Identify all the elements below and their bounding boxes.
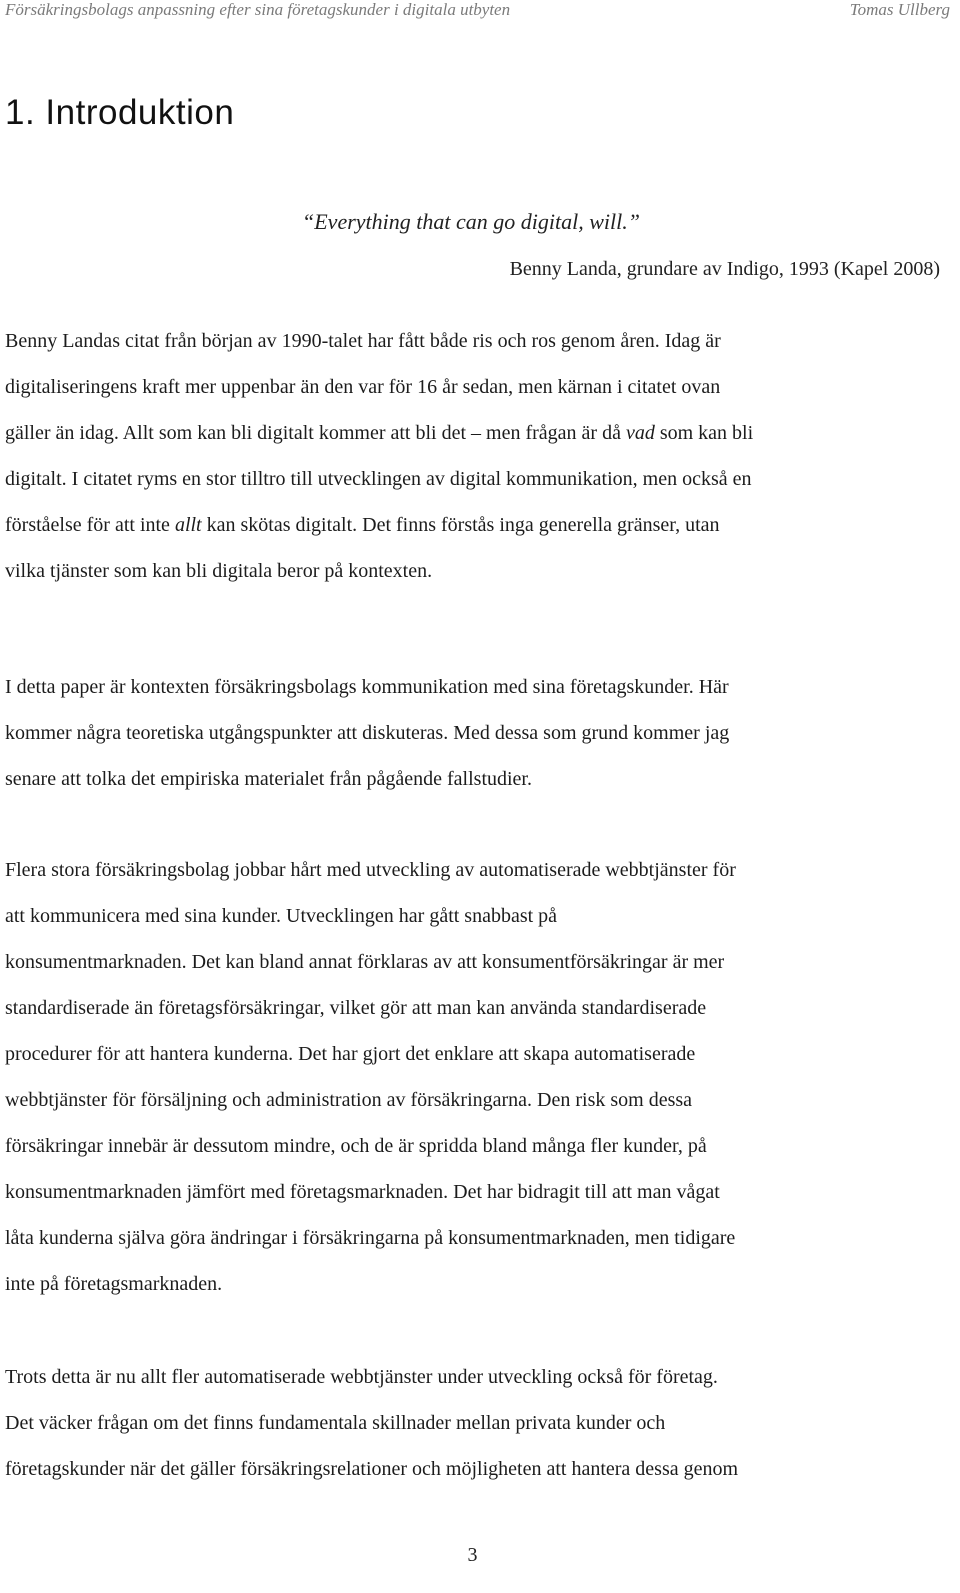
emphasis: allt — [174, 514, 202, 536]
text-line — [5, 847, 945, 893]
text-segment: konsumentmarknaden jämfört med företagsmarknaden. Det har bidragit till att man vågat — [5, 1181, 720, 1203]
text-segment: kommer några teoretiska utgångspunkter att diskuteras. Med dessa som grund kommer jag — [5, 722, 730, 744]
text-line — [5, 985, 945, 1031]
text-line — [5, 1031, 945, 1077]
page-number: 3 — [467, 1544, 478, 1566]
text-line — [5, 893, 945, 939]
text-line — [5, 364, 945, 410]
text-segment: försäkringar innebär är dessutom mindre, och de är spridda bland många fler kunder, på — [5, 1135, 707, 1157]
text-segment: låta kunderna själva göra ändringar i försäkringarna på konsumentmarknaden, men tidigare — [5, 1227, 736, 1249]
text-line — [5, 1169, 945, 1215]
text-segment: som kan bli — [654, 422, 754, 444]
chapter-title: 1. Introduktion — [5, 93, 235, 132]
text-segment: Benny Landas citat från början av 1990-talet har fått både ris och ros genom åren. Idag är — [5, 330, 721, 352]
text-line — [5, 318, 945, 364]
epigraph-quote: “Everything that can go digital, will.” — [302, 209, 640, 234]
paragraph-3 — [5, 847, 945, 1307]
text-segment: Trots detta är nu allt fler automatiserade webbtjänster under utveckling också för företag. — [5, 1366, 718, 1388]
text-line — [5, 1261, 945, 1307]
text-segment: standardiserade än företagsförsäkringar, vilket gör att man kan använda standardiserade — [5, 997, 707, 1019]
text-line — [5, 548, 945, 594]
paragraph-4 — [5, 1354, 945, 1492]
header-author: Tomas Ullberg — [849, 0, 950, 19]
text-segment: förståelse för att inte — [5, 514, 175, 536]
text-segment: procedurer för att hantera kunderna. Det har gjort det enklare att skapa automatiserade — [5, 1043, 696, 1065]
text-line — [5, 939, 945, 985]
text-segment: webbtjänster för försäljning och administration av försäkringarna. Den risk som dessa — [5, 1089, 693, 1111]
text-segment: digitaliseringens kraft mer uppenbar än den var för 16 år sedan, men kärnan i citatet ovan — [5, 376, 721, 398]
text-line — [5, 1400, 945, 1446]
text-line — [5, 710, 945, 756]
epigraph-attribution: Benny Landa, grundare av Indigo, 1993 (Kapel 2008) — [509, 258, 940, 280]
text-line — [5, 456, 945, 502]
emphasis: vad — [625, 422, 655, 444]
text-segment: att kommunicera med sina kunder. Utvecklingen har gått snabbast på — [5, 905, 558, 927]
text-segment: företagskunder när det gäller försäkringsrelationer och möjligheten att hantera dessa genom — [5, 1458, 739, 1480]
text-segment: gäller än idag. Allt som kan bli digitalt kommer att bli det – men frågan är då — [5, 422, 626, 444]
text-line — [5, 1077, 945, 1123]
text-segment: Flera stora försäkringsbolag jobbar hårt med utveckling av automatiserade webbtjänster för — [5, 859, 736, 881]
text-line — [5, 1354, 945, 1400]
text-segment: I detta paper är kontexten försäkringsbolags kommunikation med sina företagskunder. Här — [5, 676, 729, 698]
text-segment: kan skötas digitalt. Det finns förstås inga generella gränser, utan — [201, 514, 720, 536]
paragraph-1 — [5, 318, 945, 594]
text-line — [5, 502, 945, 548]
text-line — [5, 1446, 945, 1492]
text-segment: inte på företagsmarknaden. — [5, 1273, 223, 1295]
paragraph-2 — [5, 664, 945, 802]
text-segment: senare att tolka det empiriska materialet från pågående fallstudier. — [5, 768, 532, 790]
text-line — [5, 1215, 945, 1261]
running-header — [5, 0, 950, 22]
text-line — [5, 756, 945, 802]
text-segment: Det väcker frågan om det finns fundamentala skillnader mellan privata kunder och — [5, 1412, 666, 1434]
text-segment: digitalt. I citatet ryms en stor tilltro till utvecklingen av digital kommunikation, men också en — [5, 468, 752, 490]
header-document-title: Försäkringsbolags anpassning efter sina företagskunder i digitala utbyten — [5, 0, 511, 19]
text-segment: konsumentmarknaden. Det kan bland annat förklaras av att konsumentförsäkringar är mer — [5, 951, 725, 973]
text-line — [5, 664, 945, 710]
text-line — [5, 1123, 945, 1169]
text-line — [5, 410, 945, 456]
text-segment: vilka tjänster som kan bli digitala beror på kontexten. — [5, 560, 433, 582]
